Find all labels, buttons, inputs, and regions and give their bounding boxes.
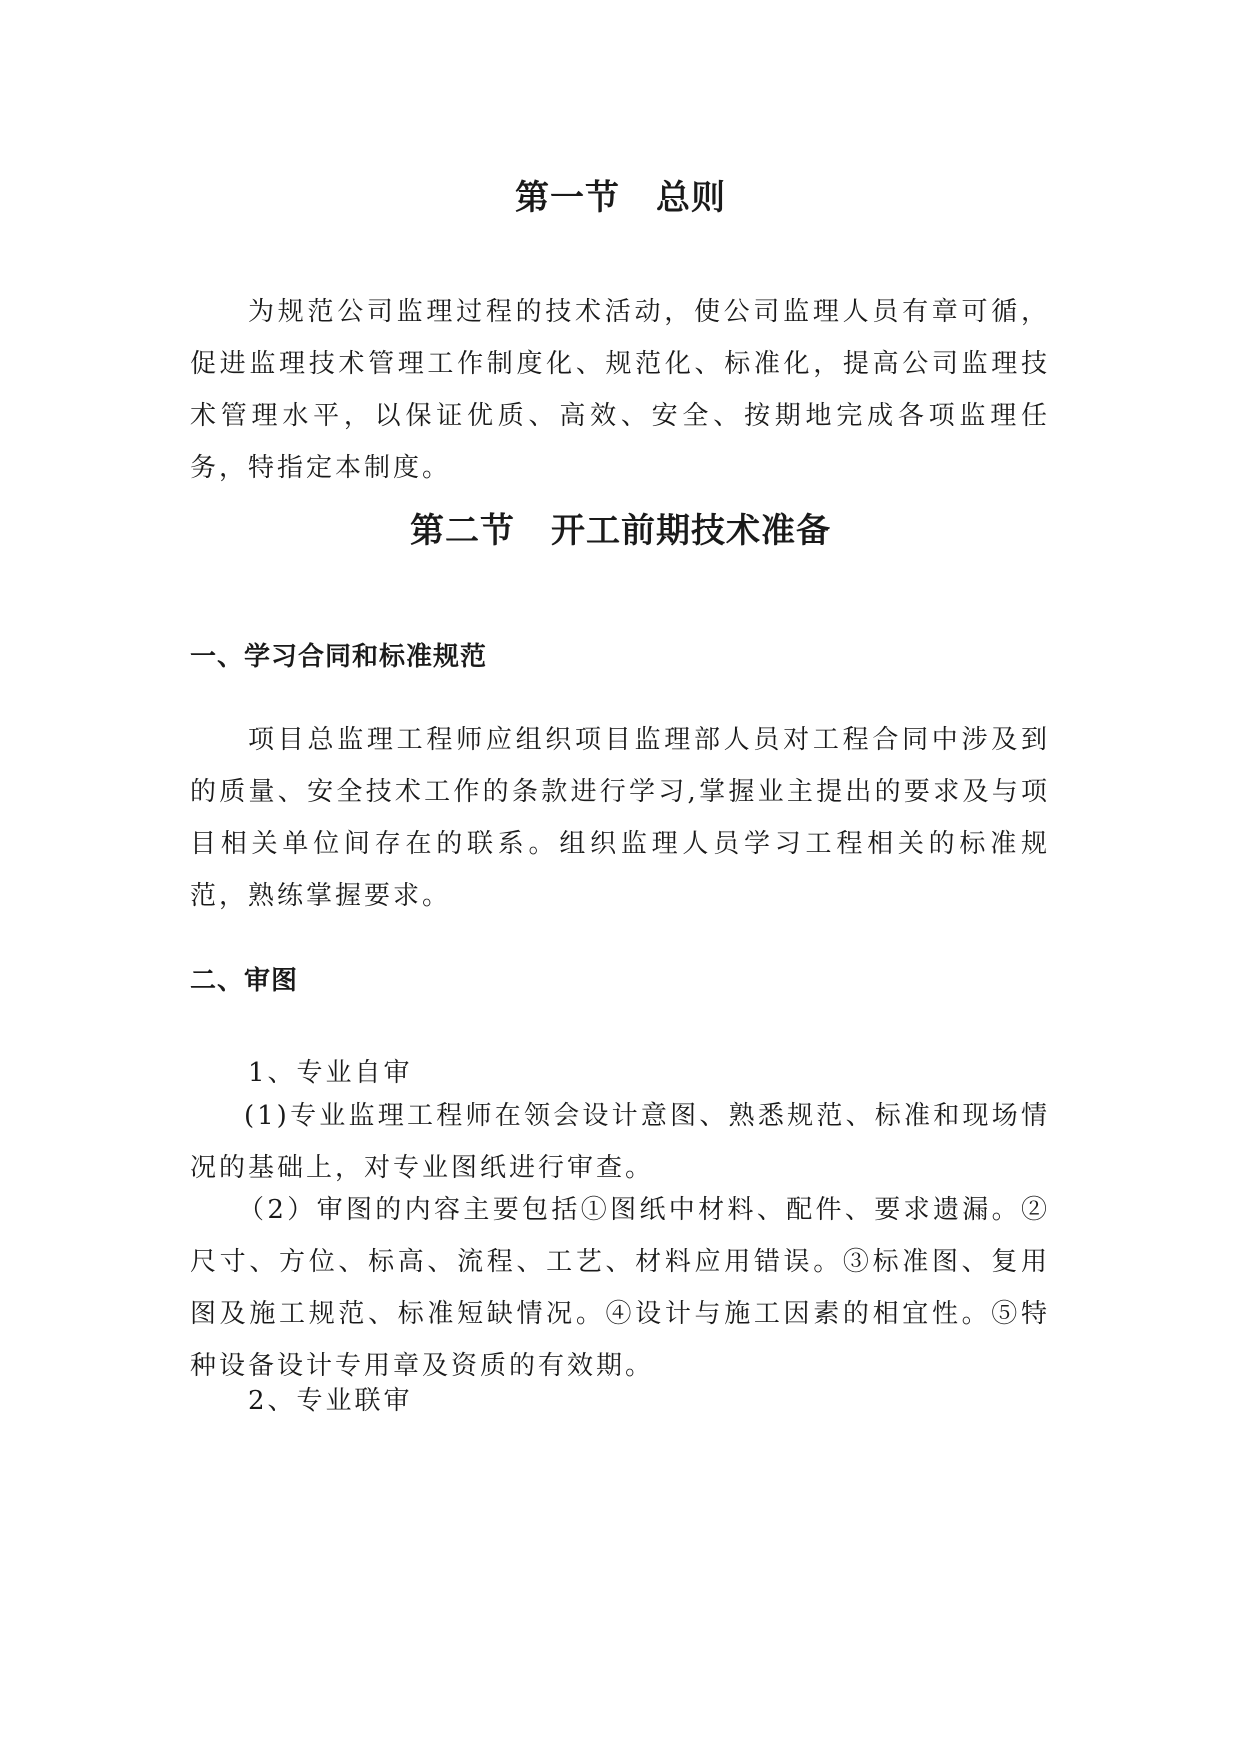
self-review-point-2: （2）审图的内容主要包括①图纸中材料、配件、要求遗漏。②尺寸、方位、标高、流程、工艺、材料应用错误。③标准图、复用图及施工规范、标准短缺情况。④设计与施工因素的相宜性。⑤特种设备设计专用章及资质的有效期。 [190,1195,1050,1381]
section-1-title [0,170,1241,219]
section-1-number: 第一节 [515,178,620,218]
study-contracts-paragraph: 项目总监理工程师应组织项目监理部人员对工程合同中涉及到的质量、安全技术工作的条款进行学习,掌握业主提出的要求及与项目相关单位间存在的联系。组织监理人员学习工程相关的标准规范，熟练掌握要求。 [190,725,1050,911]
item-specialty-self-review: 1、专业自审 [248,1058,413,1088]
subheading-drawing-review: 二、审图 [190,966,299,996]
section-1-name: 总则 [656,178,726,218]
section-2-number: 第二节 [410,511,515,551]
section-1-paragraph: 为规范公司监理过程的技术活动，使公司监理人员有章可循，促进监理技术管理工作制度化、规范化、标准化，提高公司监理技术管理水平，以保证优质、高效、安全、按期地完成各项监理任务，特指定本制度。 [190,297,1050,483]
item-specialty-joint-review: 2、专业联审 [248,1386,413,1416]
self-review-point-1: (1)专业监理工程师在领会设计意图、熟悉规范、标准和现场情况的基础上，对专业图纸进行审查。 [190,1101,1050,1183]
section-2-name: 开工前期技术准备 [551,511,831,551]
subheading-study-contracts: 一、学习合同和标准规范 [190,642,488,672]
section-2-title [0,503,1241,552]
